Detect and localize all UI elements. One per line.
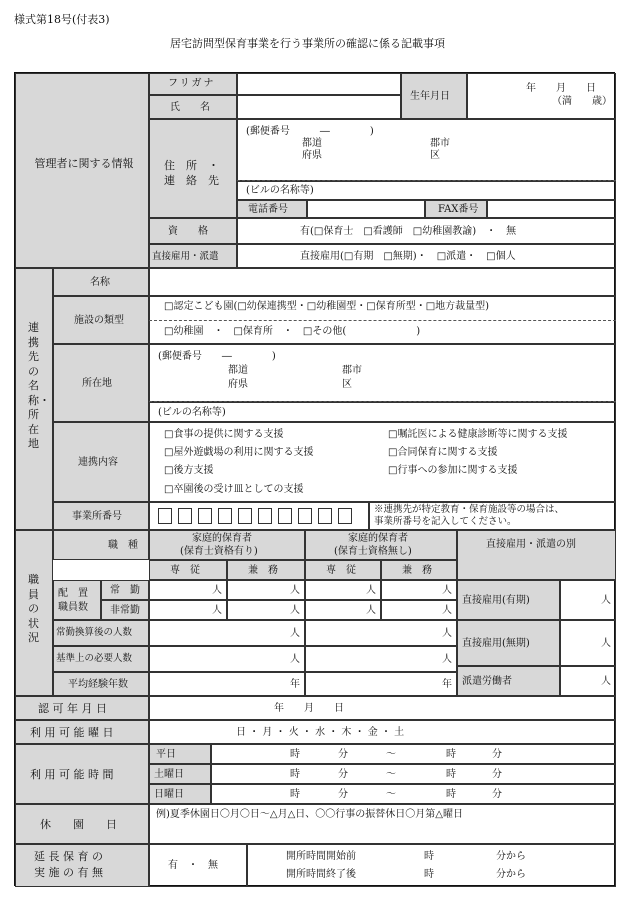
form-title: 居宅訪問型保育事業を行う事業所の確認に係る記載事項	[170, 37, 445, 50]
staff-cell[interactable]: 人	[305, 600, 381, 620]
staff-cell[interactable]: 人	[305, 646, 457, 672]
staff-cell[interactable]: 年	[149, 672, 305, 696]
fulltime-a: 専 従	[149, 560, 227, 580]
hours-weekday-field[interactable]: 時 分 〜 時 分	[211, 744, 616, 764]
fulltime-b: 専 従	[305, 560, 381, 580]
avg-years-label: 平均経験年数	[53, 672, 149, 696]
office-number-note: ※連携先が特定教育・保育施設等の場合は、 事業所番号を記入してください。	[369, 502, 616, 530]
dispatch-field[interactable]: 人	[560, 666, 616, 696]
birthdate-field[interactable]: 年 月 日 （満 歳）	[467, 73, 616, 119]
facility-type-field[interactable]: □認定こども園(□幼保連携型・□幼稚園型・□保育所型・□地方裁量型) □幼稚園 ・ □保育所 ・ □その他( )	[149, 296, 616, 344]
content-item[interactable]: □卒園後の受け皿としての支援	[164, 484, 304, 495]
parttime-b: 兼 務	[381, 560, 457, 580]
extended-yesno[interactable]: 有 ・ 無	[149, 844, 247, 887]
partner-name-field[interactable]	[149, 268, 616, 296]
form-table	[14, 72, 615, 886]
name-field[interactable]	[237, 95, 401, 119]
form-id: 様式第18号(付表3)	[14, 13, 110, 26]
address-label: 住 所 ・ 連 絡 先	[149, 119, 237, 218]
staff-cell[interactable]: 人	[227, 600, 305, 620]
job-label: 職 種	[53, 530, 149, 560]
content-item[interactable]: □屋外遊戯場の利用に関する支援	[164, 447, 314, 458]
office-number-field[interactable]	[149, 502, 369, 530]
holiday-label: 休 園 日	[15, 804, 149, 844]
extended-times[interactable]: 開所時間開始前 開所時間終了後 時 時 分から 分から	[247, 844, 616, 887]
holiday-field[interactable]: 例)夏季休園日〇月〇日〜△月△日、〇〇行事の振替休日〇月第△曜日	[149, 804, 616, 844]
col-unqualified-header: 家庭的保育者 (保育士資格無し)	[305, 530, 457, 560]
fax-label: FAX番号	[425, 200, 487, 218]
hours-sunday-field[interactable]: 時 分 〜 時 分	[211, 784, 616, 804]
content-item[interactable]: □後方支援	[164, 465, 214, 476]
partner-building-field[interactable]: (ビルの名称等)	[149, 402, 616, 422]
furigana-field[interactable]	[237, 73, 401, 95]
col-qualified-header: 家庭的保育者 (保育士資格有り)	[149, 530, 305, 560]
staff-cell[interactable]: 人	[227, 580, 305, 600]
qualification-field[interactable]: 有(□保育士 □看護師 □幼稚園教諭) ・ 無	[237, 218, 616, 244]
approval-label: 認 可 年 月 日	[15, 696, 149, 720]
name-label: 氏 名	[149, 95, 237, 119]
tel-label: 電話番号	[237, 200, 307, 218]
content-field[interactable]	[149, 422, 616, 502]
partner-name-label: 名称	[53, 268, 149, 296]
extended-label: 延 長 保 育 の 実 施 の 有 無	[15, 844, 149, 887]
office-number-label: 事業所番号	[53, 502, 149, 530]
birthdate-label: 生年月日	[401, 73, 467, 119]
nonregular-label: 非常勤	[101, 600, 149, 620]
direct-fixed-label: 直接雇用(有期)	[457, 580, 560, 620]
approval-field[interactable]: 年 月 日	[149, 696, 616, 720]
staff-cell[interactable]: 人	[305, 580, 381, 600]
employment-field[interactable]: 直接雇用(□有期 □無期)・ □派遣・ □個人	[237, 244, 616, 268]
staff-cell[interactable]: 人	[381, 580, 457, 600]
staff-section-label: 職員の状況	[15, 530, 53, 696]
hours-saturday-field[interactable]: 時 分 〜 時 分	[211, 764, 616, 784]
partner-address-label: 所在地	[53, 344, 149, 422]
sunday-label: 日曜日	[149, 784, 211, 804]
direct-perm-field[interactable]: 人	[560, 620, 616, 666]
converted-label: 常勤換算後の人数	[53, 620, 149, 646]
days-field[interactable]: 日 ・ 月 ・ 火 ・ 水 ・ 木 ・ 金 ・ 土	[149, 720, 616, 744]
direct-perm-label: 直接雇用(無期)	[457, 620, 560, 666]
content-item[interactable]: □嘱託医による健康診断等に関する支援	[388, 429, 568, 440]
weekday-label: 平日	[149, 744, 211, 764]
tel-field[interactable]	[307, 200, 425, 218]
col-employment-header: 直接雇用・派遣の別	[457, 530, 616, 580]
manager-section-label: 管理者に関する情報	[15, 73, 149, 268]
direct-fixed-field[interactable]: 人	[560, 580, 616, 620]
staff-cell[interactable]: 人	[149, 620, 305, 646]
partner-section-label: 連携先の名称・所在地	[15, 268, 53, 530]
staff-cell[interactable]: 年	[305, 672, 457, 696]
staff-cell[interactable]: 人	[381, 600, 457, 620]
saturday-label: 土曜日	[149, 764, 211, 784]
required-label: 基準上の必要人数	[53, 646, 149, 672]
content-item[interactable]: □行事への参加に関する支援	[388, 465, 518, 476]
content-item[interactable]: □合同保育に関する支援	[388, 447, 498, 458]
employment-label: 直接雇用・派遣	[149, 244, 237, 268]
manager-building-field[interactable]: (ビルの名称等)	[237, 181, 616, 200]
qualification-label: 資 格	[149, 218, 237, 244]
staff-cell[interactable]: 人	[149, 600, 227, 620]
assign-label: 配 置 職員数	[53, 580, 101, 620]
content-label: 連携内容	[53, 422, 149, 502]
staff-cell[interactable]: 人	[305, 620, 457, 646]
dispatch-label: 派遣労働者	[457, 666, 560, 696]
parttime-a: 兼 務	[227, 560, 305, 580]
furigana-label: フリガナ	[149, 73, 237, 95]
fax-field[interactable]	[487, 200, 616, 218]
hours-label: 利 用 可 能 時 間	[15, 744, 149, 804]
staff-cell[interactable]: 人	[149, 646, 305, 672]
regular-label: 常 勤	[101, 580, 149, 600]
days-label: 利 用 可 能 曜 日	[15, 720, 149, 744]
manager-address-field[interactable]: (郵便番号 ― ) 都道 府県 郡市 区	[237, 119, 616, 181]
content-item[interactable]: □食事の提供に関する支援	[164, 429, 284, 440]
partner-address-field[interactable]: (郵便番号 ― ) 都道 府県 郡市 区	[149, 344, 616, 402]
facility-type-label: 施設の類型	[53, 296, 149, 344]
staff-cell[interactable]: 人	[149, 580, 227, 600]
